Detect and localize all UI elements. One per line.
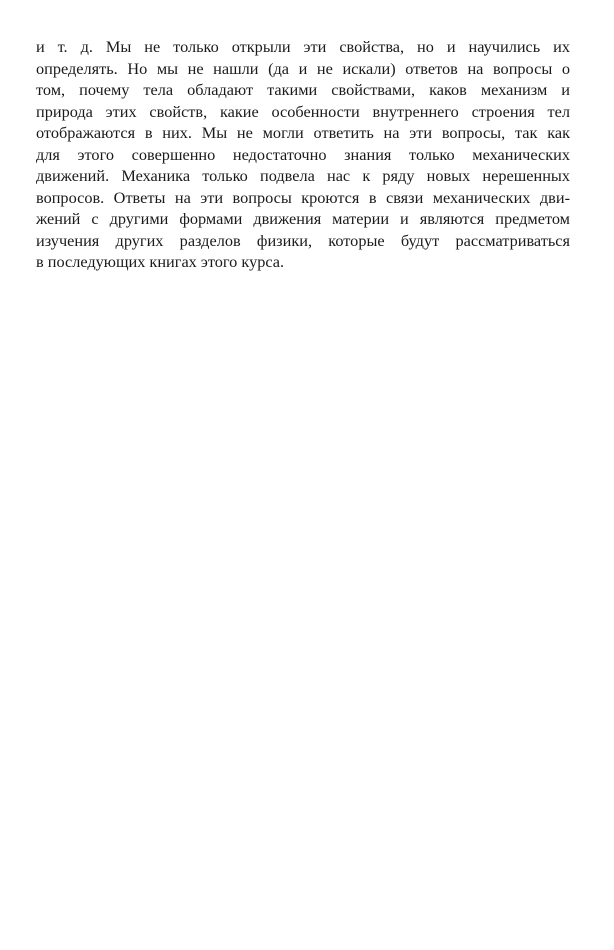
text-line-last: в последующих книгах этого курса. bbox=[36, 252, 285, 271]
text-line: движений. Механика только подвела нас к ряду новых нерешенных bbox=[36, 166, 570, 185]
text-line: природа этих свойств, какие особенности внутреннего строения тел bbox=[36, 101, 570, 121]
text-line: для этого совершенно недостаточно знания только механических bbox=[36, 144, 570, 164]
text-line: отображаются в них. Мы не могли ответить на эти вопросы, так как bbox=[36, 123, 570, 142]
text-line: изучения других разделов физики, которые будут рассматриваться bbox=[36, 230, 570, 250]
text-line: вопросов. Ответы на эти вопросы кроются в связи механических дви- bbox=[36, 187, 570, 207]
text-line: том, почему тела обладают такими свойствами, каков механизм и bbox=[36, 80, 570, 99]
text-line: жений с другими формами движения материи и являются предметом bbox=[36, 209, 570, 228]
text-line: определять. Но мы не нашли (да и не искали) ответов на вопросы о bbox=[36, 58, 570, 78]
text-line: и т. д. Мы не только открыли эти свойства, но и научились их bbox=[36, 37, 570, 56]
body-paragraph bbox=[36, 36, 570, 273]
